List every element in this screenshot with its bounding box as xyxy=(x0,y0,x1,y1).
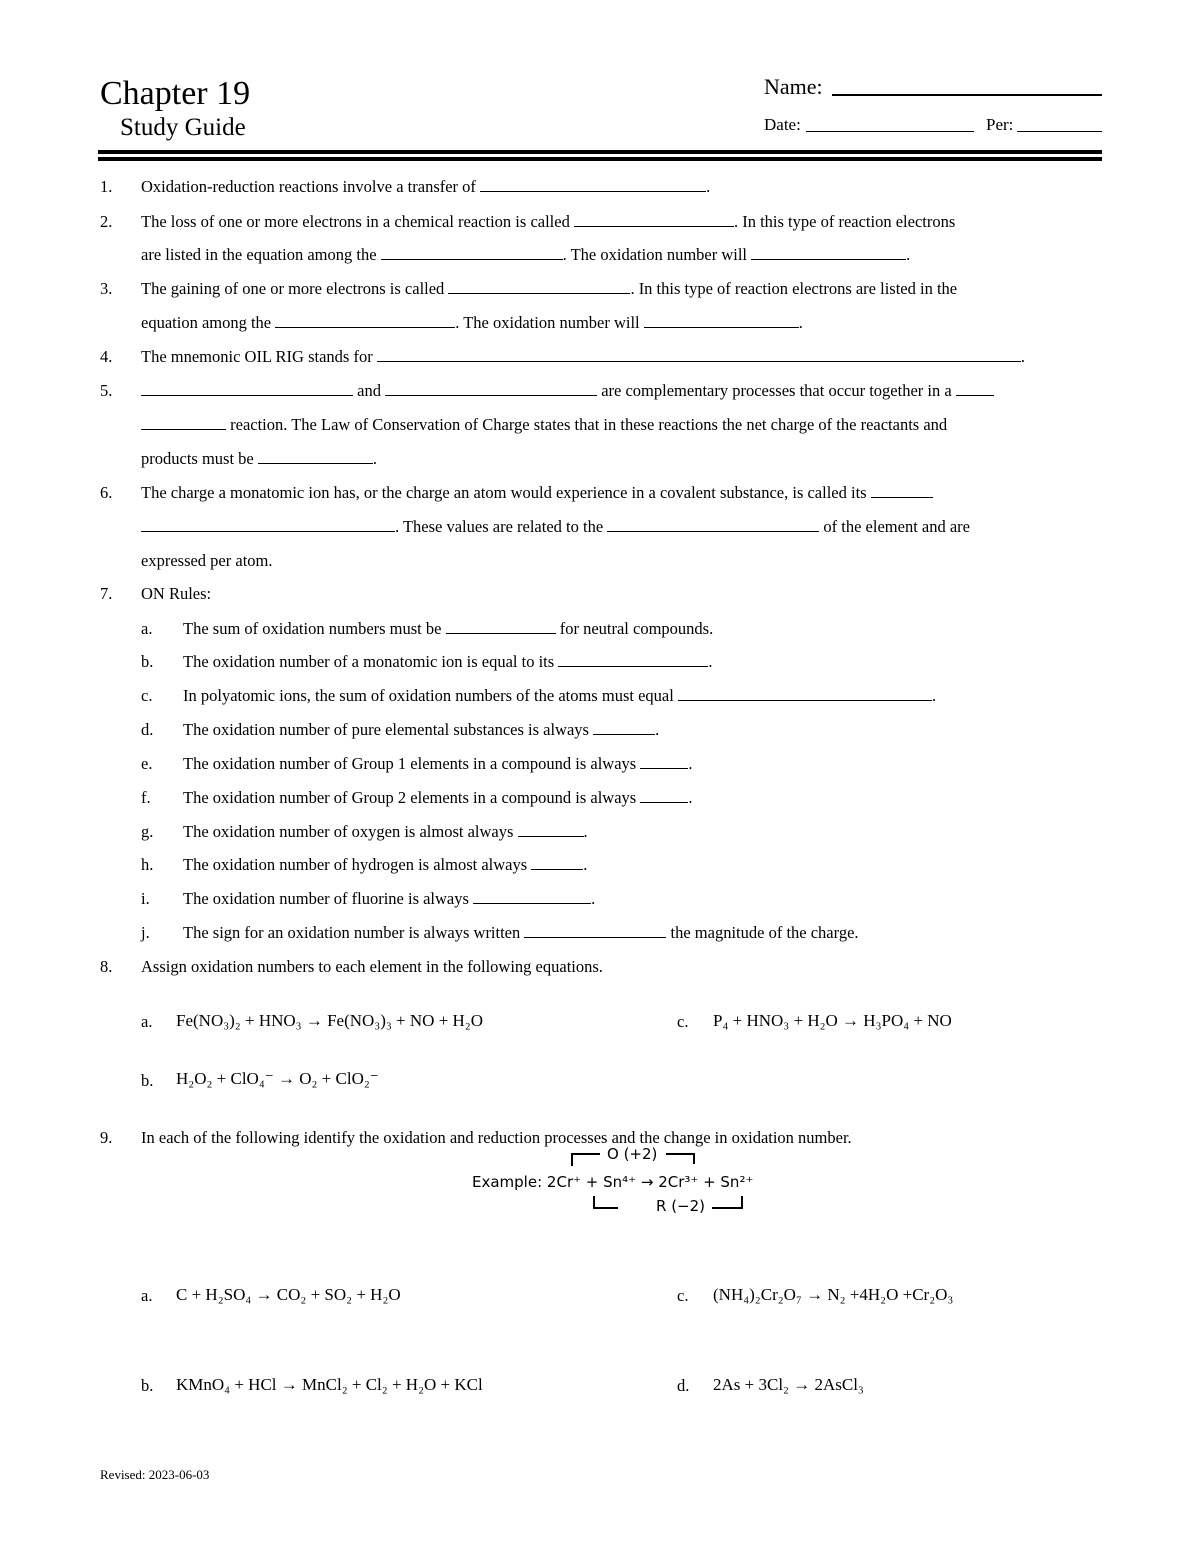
rule-letter: e. xyxy=(141,754,153,773)
equation-letter: d. xyxy=(677,1376,690,1395)
equation-letter: b. xyxy=(141,1071,154,1090)
answer-blank[interactable] xyxy=(524,923,666,938)
answer-blank[interactable] xyxy=(258,449,373,464)
question-8-text: Assign oxidation numbers to each element in the following equations. xyxy=(141,957,603,976)
example-equation: 2Cr⁺ + Sn⁴⁺ → 2Cr³⁺ + Sn²⁺ xyxy=(546,1173,754,1191)
question-2-line-1: The loss of one or more electrons in a chemical reaction is called . In this type of reaction electrons xyxy=(141,212,956,231)
answer-blank[interactable] xyxy=(381,245,563,260)
answer-blank[interactable] xyxy=(640,754,688,769)
question-number: 9. xyxy=(100,1128,113,1147)
equation-letter: c. xyxy=(677,1012,689,1031)
example-line xyxy=(472,1172,753,1192)
answer-blank[interactable] xyxy=(377,347,1021,362)
answer-blank[interactable] xyxy=(607,517,819,532)
answer-blank[interactable] xyxy=(558,652,708,667)
oxidation-bracket-right xyxy=(666,1154,694,1164)
rule-letter: c. xyxy=(141,686,153,705)
rule-item: The oxidation number of pure elemental substances is always . xyxy=(183,720,660,739)
oxidation-bracket-left xyxy=(572,1154,600,1166)
answer-blank[interactable] xyxy=(141,415,226,430)
question-number: 2. xyxy=(100,212,113,231)
question-2-line-2: are listed in the equation among the . The oxidation number will . xyxy=(141,245,911,264)
rule-letter: f. xyxy=(141,788,151,807)
equation: C + H₂SO₄ → CO₂ + SO₂ + H₂O xyxy=(176,1285,401,1304)
question-5-line-2: reaction. The Law of Conservation of Charge states that in these reactions the net charge of the reactants and xyxy=(141,413,947,437)
question-5-line-1: and are complementary processes that occur together in a xyxy=(141,379,994,403)
question-3-line-1: The gaining of one or more electrons is called . In this type of reaction electrons are listed in the xyxy=(141,279,958,298)
rule-item: The oxidation number of Group 1 elements in a compound is always . xyxy=(183,754,693,773)
question-7-title: ON Rules: xyxy=(141,584,212,603)
reduction-bracket-right xyxy=(712,1196,742,1208)
answer-blank[interactable] xyxy=(480,177,706,192)
date-field-line[interactable] xyxy=(806,131,974,132)
equation: 2As + 3Cl₂ → 2AsCl₃ xyxy=(713,1375,864,1394)
answer-blank[interactable] xyxy=(141,517,395,532)
rule-item: The oxidation number of a monatomic ion is equal to its . xyxy=(183,652,713,671)
answer-blank[interactable] xyxy=(446,619,556,634)
question-6-line-3: expressed per atom. xyxy=(141,551,273,570)
header-divider xyxy=(98,157,1102,161)
answer-blank[interactable] xyxy=(275,313,455,328)
question-number: 6. xyxy=(100,483,113,502)
answer-blank[interactable] xyxy=(141,381,353,396)
question-number: 4. xyxy=(100,347,113,366)
equation-letter: b. xyxy=(141,1376,154,1395)
rule-item: The oxidation number of hydrogen is almost always . xyxy=(183,855,588,874)
rule-letter: h. xyxy=(141,855,154,874)
question-number: 5. xyxy=(100,381,113,400)
rule-letter: g. xyxy=(141,822,154,841)
rule-item: The oxidation number of oxygen is almost always . xyxy=(183,822,588,841)
rule-letter: b. xyxy=(141,652,154,671)
equation: KMnO₄ + HCl → MnCl₂ + Cl₂ + H₂O + KCl xyxy=(176,1375,483,1394)
equation: P₄ + HNO₃ + H₂O → H₃PO₄ + NO xyxy=(713,1011,952,1030)
revision-date: Revised: 2023-06-03 xyxy=(100,1467,210,1482)
rule-letter: a. xyxy=(141,619,153,638)
answer-blank[interactable] xyxy=(956,381,994,396)
answer-blank[interactable] xyxy=(640,788,688,803)
answer-blank[interactable] xyxy=(385,381,597,396)
question-6-line-2: . These values are related to the of the element and are xyxy=(141,515,970,539)
question-number: 3. xyxy=(100,279,113,298)
question-4-text: The mnemonic OIL RIG stands for . xyxy=(141,347,1025,366)
header-divider xyxy=(98,150,1102,154)
equation-letter: c. xyxy=(677,1286,689,1305)
equation-letter: a. xyxy=(141,1286,153,1305)
rule-letter: d. xyxy=(141,720,154,739)
period-field-line[interactable] xyxy=(1017,131,1102,132)
date-label: Date: xyxy=(764,115,801,134)
rule-item: The sum of oxidation numbers must be for neutral compounds. xyxy=(183,619,714,638)
name-label: Name: xyxy=(764,74,823,99)
answer-blank[interactable] xyxy=(751,245,906,260)
answer-blank[interactable] xyxy=(574,212,734,227)
equation: Fe(NO₃)₂ + HNO₃ → Fe(NO₃)₃ + NO + H₂O xyxy=(176,1011,484,1030)
rule-item: In polyatomic ions, the sum of oxidation numbers of the atoms must equal . xyxy=(183,686,937,705)
rule-letter: i. xyxy=(141,889,150,908)
question-9-text: In each of the following identify the oxidation and reduction processes and the change in oxidation number. xyxy=(141,1128,852,1147)
rule-item: The oxidation number of fluorine is always . xyxy=(183,889,596,908)
answer-blank[interactable] xyxy=(473,889,591,904)
rule-item: The sign for an oxidation number is always written the magnitude of the charge. xyxy=(183,923,859,942)
answer-blank[interactable] xyxy=(518,822,584,837)
example-label: Example: xyxy=(472,1173,543,1191)
question-number: 1. xyxy=(100,177,113,196)
question-5-line-3: products must be . xyxy=(141,449,377,468)
question-1-text: Oxidation-reduction reactions involve a transfer of . xyxy=(141,177,711,196)
rule-letter: j. xyxy=(141,923,150,942)
question-6-line-1: The charge a monatomic ion has, or the charge an atom would experience in a covalent substance, is called its xyxy=(141,481,933,505)
question-number: 8. xyxy=(100,957,113,976)
name-field-line[interactable] xyxy=(832,94,1102,96)
question-number: 7. xyxy=(100,584,113,603)
reduction-label: R (−2) xyxy=(656,1197,706,1215)
question-3-line-2: equation among the . The oxidation number will . xyxy=(141,313,803,332)
equation: (NH₄)₂Cr₂O₇ → N₂ +4H₂O +Cr₂O₃ xyxy=(713,1285,954,1304)
answer-blank[interactable] xyxy=(593,720,655,735)
answer-blank[interactable] xyxy=(678,686,932,701)
page-subtitle: Study Guide xyxy=(120,114,246,141)
rule-item: The oxidation number of Group 2 elements in a compound is always . xyxy=(183,788,693,807)
period-label: Per: xyxy=(986,115,1014,134)
answer-blank[interactable] xyxy=(644,313,799,328)
answer-blank[interactable] xyxy=(531,855,583,870)
answer-blank[interactable] xyxy=(448,279,630,294)
oxidation-label: O (+2) xyxy=(607,1145,658,1163)
reduction-bracket-left xyxy=(594,1196,618,1208)
equation: H₂O₂ + ClO₄⁻ → O₂ + ClO₂⁻ xyxy=(176,1069,379,1088)
equation-letter: a. xyxy=(141,1012,153,1031)
page-title: Chapter 19 xyxy=(100,75,251,112)
answer-blank[interactable] xyxy=(871,483,933,498)
